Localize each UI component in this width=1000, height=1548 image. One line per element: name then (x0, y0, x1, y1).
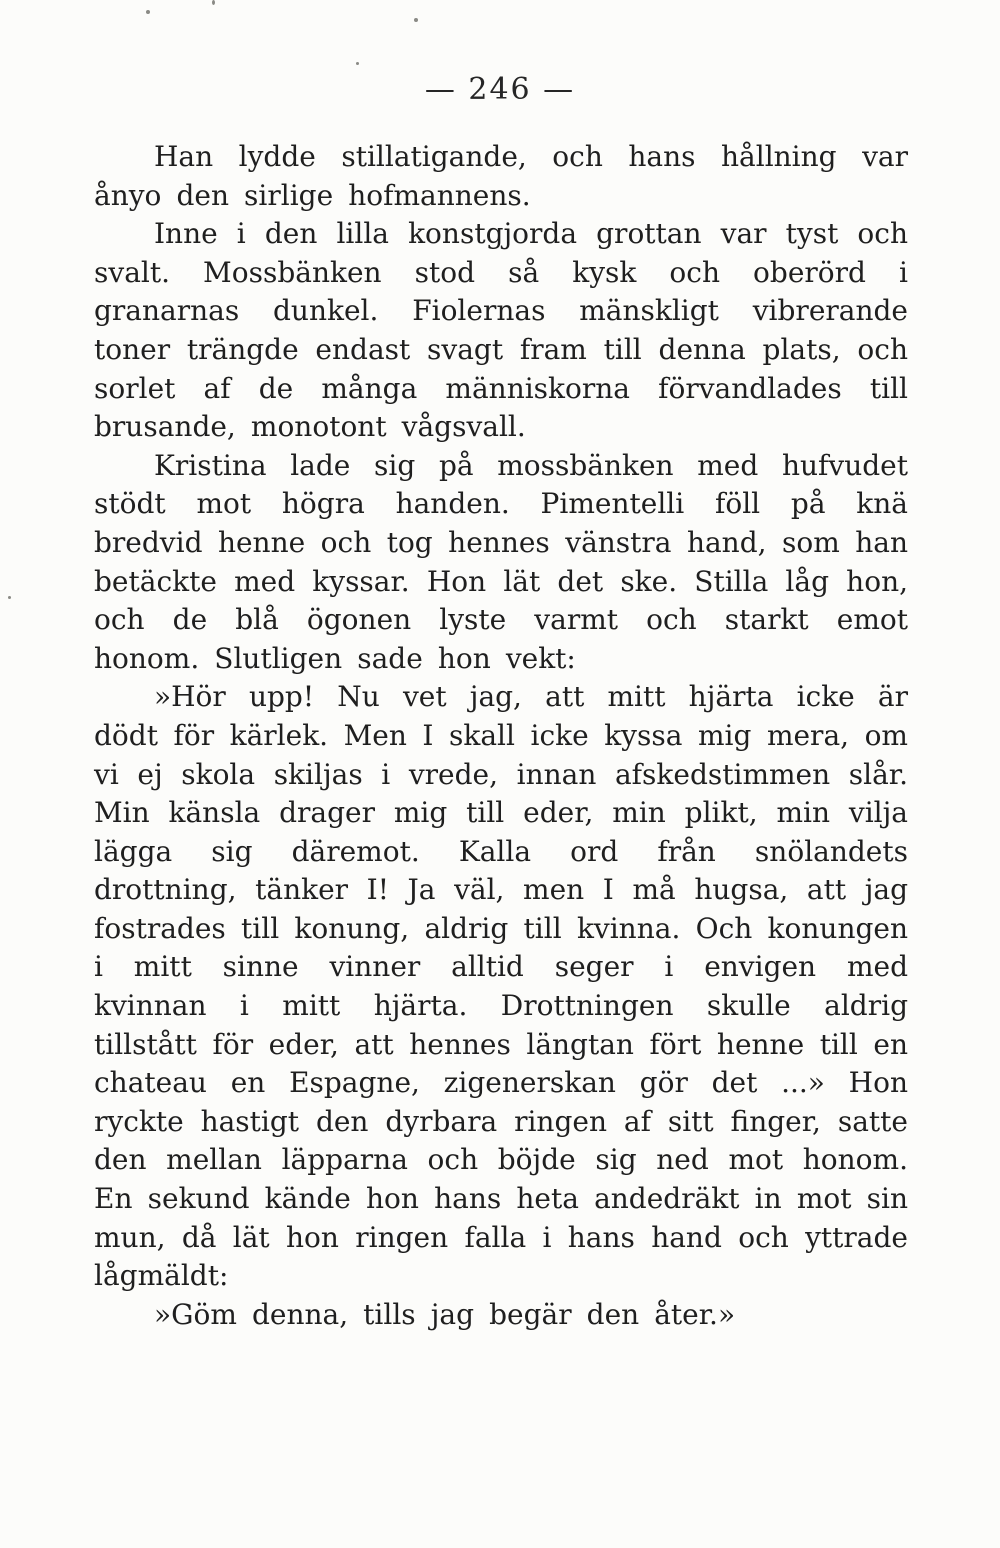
scan-speck (8, 596, 11, 599)
scan-speck (356, 62, 359, 65)
scan-speck (212, 0, 215, 5)
paragraph-3: Kristina lade sig på mossbänken med hufvudet stödt mot högra handen. Pimentelli föll på knä bredvid henne och tog hennes vänstra hand, som han betäckte med kyssar. Hon lät det ske. Stilla låg hon, och de blå ögonen lyste varmt och starkt emot honom. Slutligen sade hon vekt: (94, 448, 908, 675)
paragraph-4: »Hör upp! Nu vet jag, att mitt hjärta icke är dödt för kärlek. Men I skall icke kyssa mig mera, om vi ej skola skiljas i vrede, innan afskedstimmen slår. Min känsla drager mig till eder, min plikt, min vilja lägga sig däremot. Kalla ord från snölandets drottning, tänker I! Ja väl, men I må hugsa, att jag fostrades till konung, aldrig till kvinna. Och konungen i mitt sinne vinner alltid seger i envigen med kvinnan i mitt hjärta. Drottningen skulle aldrig tillstått för eder, att hennes längtan fört henne till en chateau en Espagne, zigenerskan gör det ...» Hon ryckte hastigt den dyrbara ringen af sitt finger, satte den mellan läpparna och böjde sig ned mot honom. En sekund kände hon hans heta andedräkt in mot sin mun, då lät hon ringen falla i hans hand och yttrade lågmäldt: (94, 680, 908, 1293)
paragraph-5: »Göm denna, tills jag begär den åter.» (154, 1297, 736, 1331)
paragraph-1: Han lydde stillatigande, och hans hållning var ånyo den sirlige hofmannens. (94, 140, 908, 212)
scan-speck (414, 18, 418, 22)
text-block (94, 138, 908, 1334)
paragraph-2: Inne i den lilla konstgjorda grottan var tyst och svalt. Mossbänken stod så kysk och oberörd i granarnas dunkel. Fiolernas mänskligt vibrerande toner trängde endast svagt fram till denna plats, och sorlet af de många människorna förvandlades till brusande, monotont vågsvall. (94, 217, 908, 444)
page-number: — 246 — (424, 72, 576, 107)
scan-speck (146, 10, 150, 14)
